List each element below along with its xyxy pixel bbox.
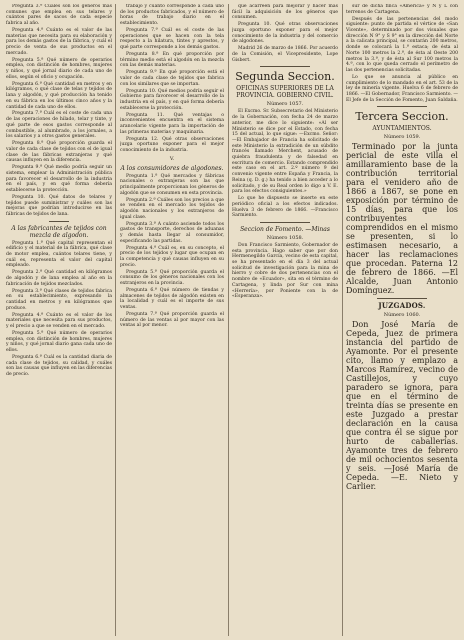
section-subtitle: OFICINAS SUPERIORES DE LA PROVINCIA. GOBIERNO CIVIL. xyxy=(236,85,334,100)
paragraph: Pregunta 2.ª Cuáles son los precios a que se venden en el mercado los tejidos de algodón nacionales y los extranjeros de igual clase. xyxy=(120,197,224,220)
divider xyxy=(377,298,427,299)
paragraph: Terminado por la junta pericial de este villa el amillaramiento base de la contribución territorial para el venidero año de 1866 a 1867, se pone en exposición por término de 15 días, para que los contribuyentes comprendidos en el mismo se presenten, si lo estimasen necesario, a hacer las reclamaciones que procedan. Paterna 12 de febrero de 1866. —El Alcalde, Juan Antonio Domínguez. xyxy=(346,142,458,296)
column-rule xyxy=(115,4,116,636)
column-3 xyxy=(232,4,338,636)
paragraph: Pregunta 6.ª Cuál es la cantidad diaria de cada clase de tejidos, su calidad, y cuáles son las causas que influyen en las diferencias de precio. xyxy=(6,354,112,378)
paragraph: Pregunta 8.ª Qué proporción guarda el valor de cada clase de tejidos con el de igual clase de las fábricas extranjeras y qué causas influyen en la diferencia. xyxy=(6,141,112,164)
column-rule xyxy=(342,4,343,636)
section-title: Segunda Seccion. xyxy=(235,70,335,84)
number-label: Número 1058. xyxy=(266,234,304,241)
section-heading: Seccion de Fomento. —Minas xyxy=(240,225,330,233)
paragraph: sur de dicha finca «América» y N y L con terrenos de Cartagena. xyxy=(346,4,458,15)
column-rule xyxy=(228,4,229,636)
section-title: JUZGADOS. xyxy=(378,301,426,311)
column-4 xyxy=(346,4,458,636)
section-subtitle: AYUNTAMIENTOS. xyxy=(372,125,432,133)
number-label: Número 1057. xyxy=(266,101,304,108)
number-label: Número 1059. xyxy=(383,134,421,141)
divider xyxy=(260,66,310,67)
section-heading: A las fabricantes de tejidos con mezcla de algodon. xyxy=(11,224,107,239)
paragraph: Pregunta 7.ª Qué proporción guarda el número de las ventas al por mayor con las ventas al por menor. xyxy=(120,312,224,329)
paragraph: Pregunta 3.ª Cuáles son los géneros más comunes que emplea en sus telares y cuántos pares de sacos de cada especie fabrica al año. xyxy=(6,4,112,27)
paragraph: Pregunta 4.ª Cuál es, en su concepto, el precio de los tejidos y lugar que ocupan en la competencia y qué causas influyen en su precio. xyxy=(120,245,224,268)
paragraph: Pregunta 10. Qué datos de telares y tejidos puede suministrar y cuáles son las mejoras que podrían introducirse en las fábricas de tejidos de lana. xyxy=(6,194,112,217)
paragraph: Lo que se anuncia al público en cumplimiento de lo mandado en el art. 53 de la ley de minería vigente. Huelva 6 de febrero de 1866. —El Gobernador, Francisco Sarmiento. —El Jefe de la Sección de Fomento, Juan Saldaña. xyxy=(346,74,458,103)
paragraph: Pregunta 2.ª Qué cantidad en kilógramos de algodón y de lana emplea al año en la fabricación de tejidos mezclados. xyxy=(6,270,112,287)
paragraph: Pregunta 1.ª Qué capital representan el edificio y el material de la fábrica, qué clase de motor emplea, cuántos telares tiene, y cuál es, representa el valor del capital empleado. xyxy=(6,240,112,269)
paragraph: Madrid 26 de marzo de 1866. Por acuerdo de la Comisión, el Vicepresidente, Lope Gisbert. xyxy=(232,46,338,63)
paragraph: Pregunta 7.ª Cuál es el coste de las operaciones que se hacen con la tela respecto a la hilatura, tintes y aprestos, y qué parte corresponde a los demás gastos. xyxy=(120,28,224,51)
paragraph: Pregunta 8.ª En qué proporción por término medio está el algodón en la mezcla con las demás materias. xyxy=(120,52,224,69)
paragraph: Lo que he dispuesto se inserte en este periódico oficial a los efectos indicados. Huelva 3 de febrero de 1866. —Francisco Sarmiento. xyxy=(232,196,338,219)
section-title: Tercera Seccion. xyxy=(355,110,449,124)
column-1 xyxy=(6,4,112,636)
paragraph: Después de las pertenencias del modo siguiente: punto de partida el vértice de «San Vicente», determinado por dos visuales que dirección N 9° y S 9° en la dirección del Norte a la calicata principal, se contarán 200 metros, donde se colocará la 1.ª estaca; de ésta al Norte 100 metros la 2.ª, de ésta al Oeste 200 metros la 3.ª, y de ésta al Sur 100 metros la 4.ª, con lo que queda cerrado el perímetro de las dos pertenencias solicitadas. xyxy=(346,16,458,73)
paragraph: Pregunta 6.ª Qué número de tiendas y almacenes de tejidos de algodón existen en la localidad y cuál es el importe de sus ventas. xyxy=(120,288,224,311)
paragraph: Pregunta 6.ª Qué cantidad en metros y en kilógramos, o qué clase de telas y tejidos de lana y algodón, y qué producción ha tenido en su fábrica en los últimos cinco años y la cantidad de cada uno de ellos. xyxy=(6,81,112,110)
paragraph: Pregunta 9.ª En qué proporción está el valor de cada clase de tejidos que fabrica con los similares que se importan. xyxy=(120,70,224,87)
paragraph: Pregunta 5.ª Qué número de operarios emplea, con distinción de hombres, mujeres y niños, y qué jornal diario gana cada uno de ellos. xyxy=(6,330,112,354)
divider xyxy=(377,106,427,107)
paragraph: Pregunta 5.ª Qué número de operarios emplea, con distinción de hombres, mujeres y niños, y qué jornal diario de cada uno de ellos, según el oficio y ocupación. xyxy=(6,57,112,80)
section-heading: A los consumidores de algodones. xyxy=(120,164,224,172)
paragraph: Pregunta 9.ª Qué medio podría seguir un sistema, emplear la Administración pública para favorecer el desarrollo de la industria en el país, y en qué forma debería establecerse la protección. xyxy=(6,165,112,193)
column-2 xyxy=(120,4,224,636)
paragraph: Pregunta 12. Qué otras observaciones juzga oportuno exponer para el mejor conocimiento de la industria. xyxy=(120,136,224,153)
paragraph: Pregunta 4.ª Cuánto es el valor de las materias que necesita para su elaboración y para los demás gastos de la fábrica, y cuál el precio de venta de sus productos en el mercado. xyxy=(6,28,112,56)
paragraph: Pregunta 1.ª Qué mercados y fábricas nacionales o extranjeras son las que principalmente proporcionan los géneros de algodón que se consumen en esta provincia. xyxy=(120,173,224,196)
paragraph: Don Francisco Sarmiento, Gobernador de esta provincia. Hago saber que por don Hermenegildo García, vecino de esta capital, se ha presentado en el día 3 del actual solicitud de investigación para la mina de hierro y cobre de dos pertenencias con el nombre de «Ecuador», sita en el término de Cartagena, y linda por Sur con mina «Herrería», por Poniente con la de «Esperanza». xyxy=(232,242,338,300)
paragraph: Pregunta 10. Qué otras observaciones juzga oportuno exponer para el mejor conocimiento de la industria y del comercio de algodones. xyxy=(232,22,338,45)
paragraph: que acarreen para mejorar y hacer más fácil la adquisición de los géneros que consumen. xyxy=(232,4,338,21)
section-numeral: V. xyxy=(169,155,175,162)
paragraph: Pregunta 10. Qué medios podría seguir el Gobierno para favorecer el desarrollo de la industria en el país, y en qué forma debería establecerse la protección. xyxy=(120,88,224,111)
paragraph: Pregunta 4.ª Cuánto es el valor de los materiales que necesita para sus productos, y el precio a que se venden en el mercado. xyxy=(6,312,112,330)
paragraph: Pregunta 11. Qué ventajas o inconvenientes encuentra en el sistema arancelario vigente para la importación de las primeras materias y maquinaria. xyxy=(120,112,224,135)
divider xyxy=(49,221,69,222)
paragraph: Pregunta 5.ª Qué proporción guarda el consumo de los géneros nacionales con los extranjeros en la provincia. xyxy=(120,269,224,287)
paragraph: Pregunta 7.ª Cuál es el coste de cada una de las operaciones de hilado, telar y tinte, y qué parte de esos gastos corresponde al combustible, al alumbrado, a los jornales, a los salarios y a otros gastos generales. xyxy=(6,111,112,140)
number-label: Número 1060. xyxy=(383,312,421,319)
paragraph: El Excmo. Sr. Subsecretario del Ministerio de la Gobernación, con fecha 24 de marzo anterior, me dice lo siguiente: «Al ser Ministerio se dice por el Estado, con fecha 15 del actual, lo que sigue: —Excmo. Señor: —El Embajador de Francia ha solicitado de este Ministerio la extradición de un súbdito francés llamado Merchent, acusado de quiebra fraudulenta y de falsedad en escritura de comercio. Estando comprendido este caso en el art. 2.º número 9 del convenio vigente entre España y Francia, la Reina (q. D. g.) ha tenido a bien acceder a lo solicitado, y de su Real orden lo digo a V. E. para los efectos consiguientes.» xyxy=(232,109,338,195)
paragraph: Don José María de Cepeda, Juez de primera instancia del partido de Ayamonte. Por el presente cito, llamo y emplazo a Marcos Ramírez, vecino de Castillejos, y cuyo paradero se ignora, para que en el término de treinta días se presente en este Juzgado a prestar declaración en la causa que contra él se sigue por hurto de caballerías. Ayamonte tres de febrero de mil ochocientos sesenta y seis. —José María de Cepeda. —E. Nieto y Carlier. xyxy=(346,320,458,492)
paragraph: Pregunta 3.ª Qué clases de tejidos fabrica en su establecimiento, expresando la cantidad en metros y en kilógramos que produce. xyxy=(6,288,112,311)
paragraph: trabajo y cuánto corresponde a cada uno de los productos fabricados, y el número de horas de trabajo diario en el establecimiento. xyxy=(120,4,224,27)
divider xyxy=(260,222,310,223)
paragraph: Pregunta 3.ª A cuánto asciende todos los gastos de transporte, derechos de aduanas y demás hasta llegar al consumidor, especificando las partidas. xyxy=(120,221,224,244)
